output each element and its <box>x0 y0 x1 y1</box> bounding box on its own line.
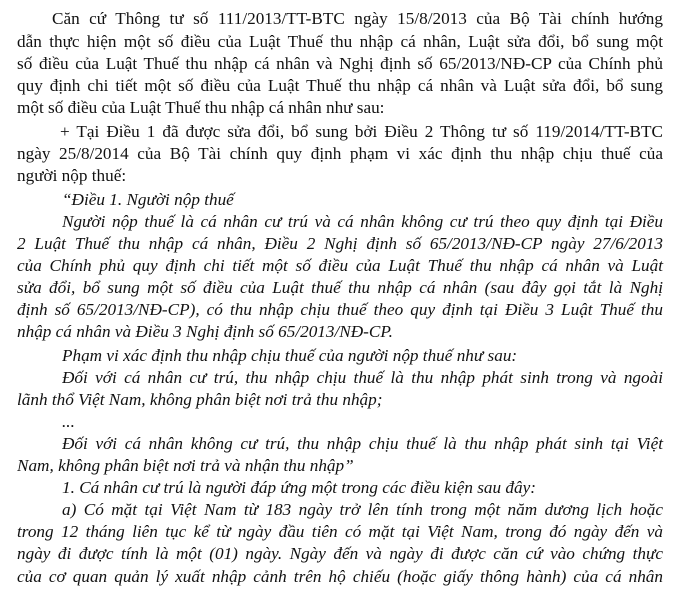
text-line: dẫn thực hiện một số điều của Luật Thuế thu nhập cá nhân, Luật sửa đổi, bổ sung một <box>17 32 663 51</box>
text-line: số điều của Luật Thuế thu nhập cá nhân và Nghị định số 65/2013/NĐ-CP của Chính phủ <box>17 54 663 73</box>
text-line: Đối với cá nhân cư trú, thu nhập chịu thuế là thu nhập phát sinh trong và ngoài <box>62 368 663 387</box>
text-line: định số 65/2013/NĐ-CP), có thu nhập chịu thuế theo quy định tại Điều 3 Luật Thuế thu <box>17 300 663 319</box>
text-line: của cơ quan quản lý xuất nhập cảnh trên hộ chiếu (hoặc giấy thông hành) của cá nhân <box>17 567 663 586</box>
text-line: + Tại Điều 1 đã được sửa đổi, bổ sung bởi Điều 2 Thông tư số 119/2014/TT-BTC <box>60 122 663 141</box>
text-line: của Chính phủ quy định chi tiết một số điều của Luật Thuế thu nhập cá nhân và Luật <box>17 256 663 275</box>
text-line: quy định chi tiết một số điều của Luật Thuế thu nhập cá nhân và Luật sửa đổi, bổ sung <box>17 76 663 95</box>
text-line: ngày đi được tính là một (01) ngày. Ngày đến và ngày đi được căn cứ vào chứng thực <box>17 544 663 563</box>
text-line: người nộp thuế: <box>17 166 127 185</box>
text-line: sửa đổi, bổ sung một số điều của Luật thuế thu nhập cá nhân (sau đây gọi tắt là Nghị <box>17 278 663 297</box>
text-line: 1. Cá nhân cư trú là người đáp ứng một trong các điều kiện sau đây: <box>62 478 536 497</box>
text-line: Người nộp thuế là cá nhân cư trú và cá nhân không cư trú theo quy định tại Điều <box>62 212 663 231</box>
text-line: a) Có mặt tại Việt Nam từ 183 ngày trở lên tính trong một năm dương lịch hoặc <box>62 500 663 519</box>
text-line: một số điều của Luật Thuế thu nhập cá nhân như sau: <box>17 98 385 117</box>
text-line: Nam, không phân biệt nơi trả và nhận thu nhập” <box>17 456 354 475</box>
text-line: Phạm vi xác định thu nhập chịu thuế của người nộp thuế như sau: <box>62 346 518 365</box>
text-line: lãnh thổ Việt Nam, không phân biệt nơi trả thu nhập; <box>17 390 383 409</box>
text-line: ... <box>62 412 75 431</box>
text-line: Căn cứ Thông tư số 111/2013/TT-BTC ngày 15/8/2013 của Bộ Tài chính hướng <box>52 9 663 28</box>
text-line: 2 Luật Thuế thu nhập cá nhân, Điều 2 Nghị định số 65/2013/NĐ-CP ngày 27/6/2013 <box>17 234 663 253</box>
text-line: nhập cá nhân và Điều 3 Nghị định số 65/2013/NĐ-CP. <box>17 322 393 341</box>
text-line: trong 12 tháng liên tục kể từ ngày đầu tiên có mặt tại Việt Nam, trong đó ngày đến và <box>17 522 663 541</box>
text-line: “Điều 1. Người nộp thuế <box>62 190 234 209</box>
text-line: Đối với cá nhân không cư trú, thu nhập chịu thuế là thu nhập phát sinh tại Việt <box>62 434 663 453</box>
text-line: ngày 25/8/2014 của Bộ Tài chính quy định phạm vi xác định thu nhập chịu thuế của <box>17 144 663 163</box>
